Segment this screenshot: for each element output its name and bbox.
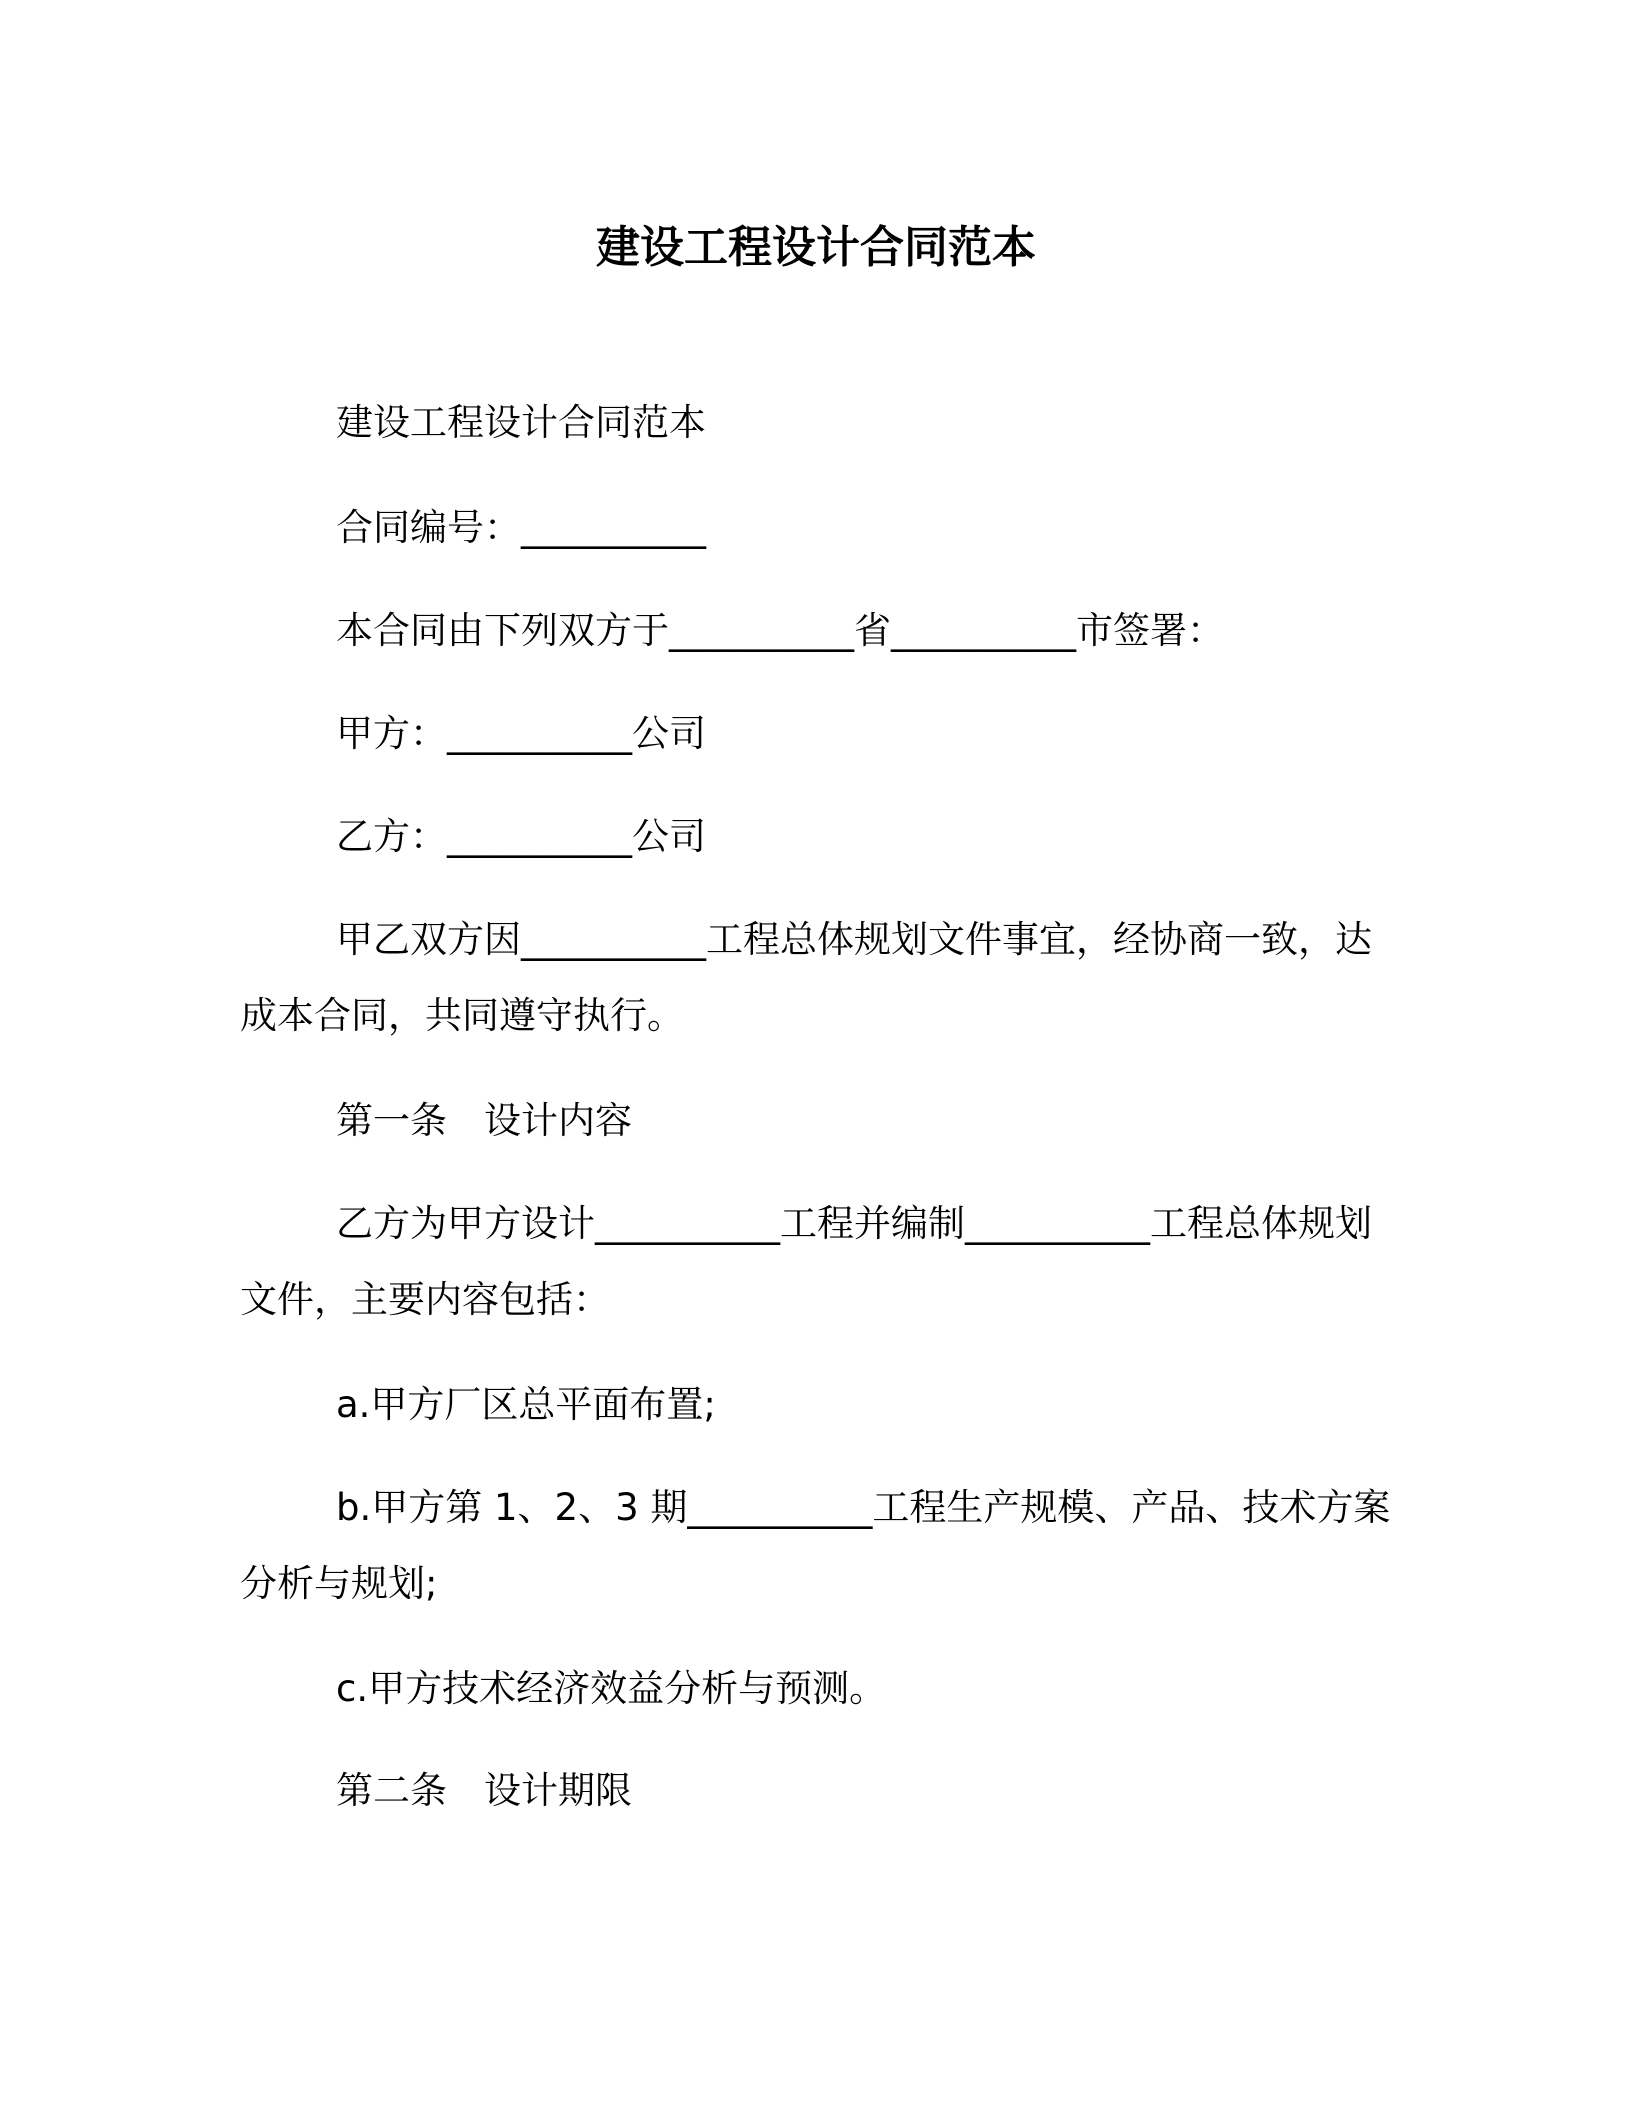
paragraph-item-c: c.甲方技术经济效益分析与预测。 <box>336 1667 887 1710</box>
paragraph-party-b: 乙方：__________公司 <box>336 815 706 858</box>
paragraph-party-a: 甲方：__________公司 <box>336 712 706 755</box>
paragraph-signing-place: 本合同由下列双方于__________省__________市签署： <box>336 609 1224 652</box>
paragraph-heading: 建设工程设计合同范本 <box>336 401 706 444</box>
paragraph-article-2: 第二条 设计期限 <box>336 1769 632 1812</box>
paragraph-article-1: 第一条 设计内容 <box>336 1099 632 1142</box>
paragraph-contract-number: 合同编号：__________ <box>336 506 706 549</box>
document-title: 建设工程设计合同范本 <box>596 222 1036 273</box>
paragraph-item-b: b.甲方第 1、2、3 期__________工程生产规模、产品、技术方案分析与规划; <box>240 1486 1391 1605</box>
paragraph-item-a: a.甲方厂区总平面布置; <box>336 1383 716 1426</box>
paragraph-agreement: 甲乙双方因__________工程总体规划文件事宜，经协商一致，达成本合同，共同遵守执行。 <box>240 918 1372 1037</box>
paragraph-design-scope: 乙方为甲方设计__________工程并编制__________工程总体规划文件，主要内容包括： <box>240 1202 1372 1321</box>
